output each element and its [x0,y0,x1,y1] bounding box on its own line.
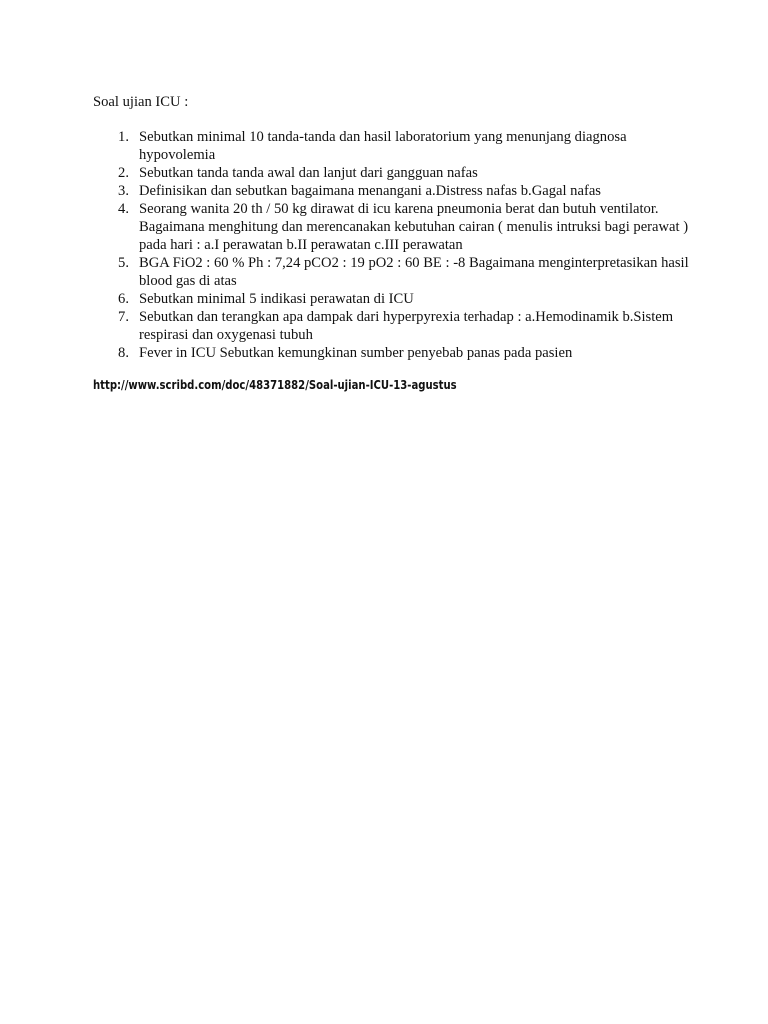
question-number: 2. [118,165,129,181]
question-number: 8. [118,345,129,361]
question-number: 1. [118,129,129,145]
question-item-2 [118,164,699,182]
question-item-3 [118,182,699,200]
question-text: BGA FiO2 : 60 % Ph : 7,24 pCO2 : 19 pO2 : 60 BE : -8 Bagaimana menginterpretasikan hasil blood gas di atas [139,255,689,289]
question-text: Definisikan dan sebutkan bagaimana menangani a.Distress nafas b.Gagal nafas [139,183,601,199]
question-item-8 [118,344,699,362]
question-number: 3. [118,183,129,199]
question-item-7 [118,308,699,344]
question-number: 7. [118,309,129,325]
question-list [118,128,699,362]
question-number: 5. [118,255,129,271]
question-number: 4. [118,201,129,217]
question-item-1 [118,128,699,164]
source-link[interactable]: http://www.scribd.com/doc/48371882/Soal-ujian-ICU-13-agustus [93,378,457,392]
question-text: Fever in ICU Sebutkan kemungkinan sumber penyebab panas pada pasien [139,345,573,361]
question-number: 6. [118,291,129,307]
question-item-6 [118,290,699,308]
question-text: Sebutkan dan terangkan apa dampak dari hyperpyrexia terhadap : a.Hemodinamik b.Sistem respirasi dan oxygenasi tubuh [139,309,674,343]
document-title: Soal ujian ICU : [93,94,189,110]
question-item-5 [118,254,699,290]
question-text: Sebutkan minimal 10 tanda-tanda dan hasil laboratorium yang menunjang diagnosa hypovolemia [139,129,627,163]
question-text: Sebutkan minimal 5 indikasi perawatan di ICU [139,291,414,307]
question-text: Sebutkan tanda tanda awal dan lanjut dari gangguan nafas [139,165,478,181]
question-item-4 [118,200,699,254]
question-text: Seorang wanita 20 th / 50 kg dirawat di icu karena pneumonia berat dan butuh ventilator. Bagaimana menghitung dan merencanakan kebutuhan cairan ( menulis intruksi bagi perawat ) pada hari : a.I perawatan b.II perawatan c.III perawatan [139,201,689,253]
